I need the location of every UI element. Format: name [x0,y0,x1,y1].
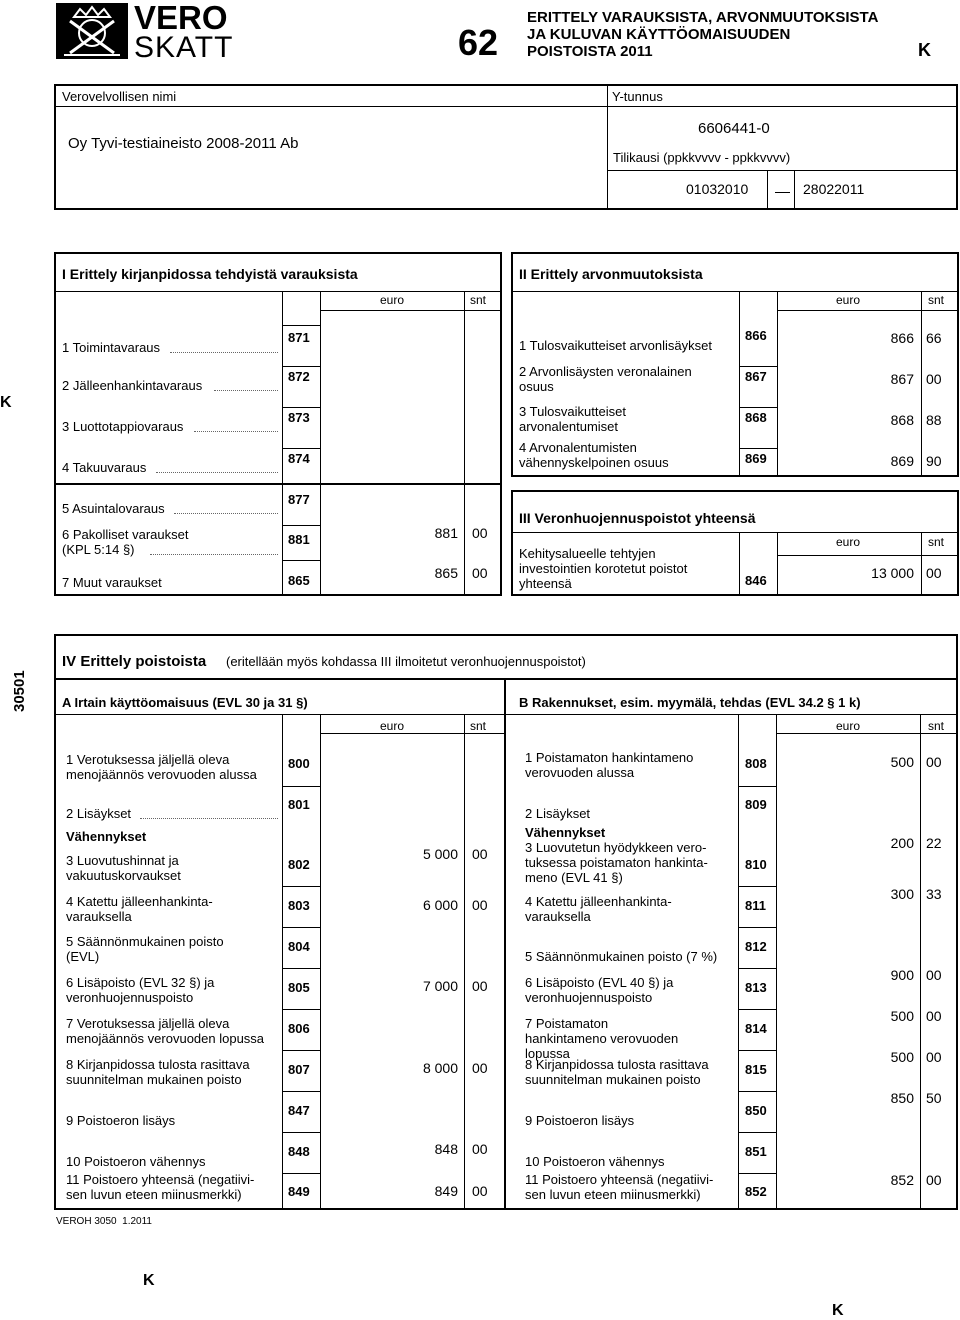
b-row8-snt[interactable]: 00 [926,1049,942,1065]
section3-snt[interactable]: 00 [926,565,942,581]
b-row6-euro[interactable]: 900 [890,967,914,983]
a-row7-label: 7 Verotuksessa jäljellä oleva menojäännös verovuoden lopussa [66,1016,265,1046]
a-row6-snt[interactable]: 00 [472,978,488,994]
b-row11-label: 11 Poistoero yhteensä (negatiivi-sen luvun eteen miinusmerkki) [525,1172,714,1202]
logo-emblem [56,3,128,59]
logo-text-bottom: SKATT [134,31,234,64]
form-title-line2: JA KULUVAN KÄYTTÖOMAISUUDEN [527,26,791,43]
s1-row4-label: 4 Takuuvaraus [62,460,147,475]
section4-a-col-snt: snt [470,719,487,733]
section3-col-snt: snt [928,535,945,549]
a-row5-code: 804 [288,939,310,954]
a-row4-code: 803 [288,898,310,913]
section4-b-col-euro: euro [836,719,861,733]
a-row4-snt[interactable]: 00 [472,897,488,913]
a-row11-label: 11 Poistoero yhteensä (negatiivi-sen luvun eteen miinusmerkki) [66,1172,255,1202]
taxpayer-name-label: Verovelvollisen nimi [62,89,177,104]
section2-col-euro: euro [836,293,861,307]
s2-row4-euro[interactable]: 869 [890,453,914,469]
b-row5-code: 812 [745,939,767,954]
section2-col-snt: snt [928,293,945,307]
section3-euro[interactable]: 13 000 [871,565,914,581]
section3-title: III Veronhuojennuspoistot yhteensä [519,510,756,526]
s1-row7-euro[interactable]: 865 [434,565,458,581]
section4-b-title: B Rakennukset, esim. myymälä, tehdas (EVL 34.2 § 1 k) [519,695,861,710]
b-row9-label: 9 Poistoeron lisäys [525,1113,635,1128]
s2-row4-label: 4 Arvonalentumisten vähennyskelpoinen osuus [519,440,669,470]
a-row10-euro[interactable]: 848 [434,1141,458,1157]
a-row11-snt[interactable]: 00 [472,1183,488,1199]
s2-row4-code: 869 [745,451,767,466]
side-code: 30501 [11,670,28,712]
b-row9-euro[interactable]: 850 [890,1090,914,1106]
b-row3-euro[interactable]: 200 [890,835,914,851]
a-row10-snt[interactable]: 00 [472,1141,488,1157]
s2-row1-euro[interactable]: 866 [890,330,914,346]
a-row3-code: 802 [288,857,310,872]
s1-row2-code: 872 [288,369,310,384]
k-mark-top: K [918,40,931,60]
s1-row7-label: 7 Muut varaukset [62,575,162,590]
b-row7-snt[interactable]: 00 [926,1008,942,1024]
b-row3-label: 3 Luovutetun hyödykkeen vero-tuksessa poistamaton hankinta-meno (EVL 41 §) [525,840,708,885]
fiscal-period-start[interactable]: 01032010 [686,181,749,197]
a-row8-euro[interactable]: 8 000 [422,1060,458,1076]
s1-row6-code: 881 [288,532,310,547]
a-row8-label: 8 Kirjanpidossa tulosta rasittava suunnitelman mukainen poisto [66,1057,250,1087]
a-row6-code: 805 [288,980,310,995]
b-row6-snt[interactable]: 00 [926,967,942,983]
section3-col-euro: euro [836,535,861,549]
s1-row6-euro[interactable]: 881 [434,525,458,541]
section3-code: 846 [745,573,767,588]
s1-row3-code: 873 [288,410,310,425]
crown-swords-icon [56,3,128,59]
fiscal-period-end[interactable]: 28022011 [803,181,865,197]
b-row3-snt[interactable]: 22 [926,835,942,851]
a-row10-label: 10 Poistoeron vähennys [66,1154,206,1169]
a-row2-label: 2 Lisäykset [66,806,132,821]
s1-row2-label: 2 Jälleenhankintavaraus [62,378,203,393]
b-row1-snt[interactable]: 00 [926,754,942,770]
a-row8-snt[interactable]: 00 [472,1060,488,1076]
s1-row1-label: 1 Toimintavaraus [62,340,161,355]
b-row4-snt[interactable]: 33 [926,886,942,902]
a-row11-euro[interactable]: 849 [434,1183,458,1199]
section4-subtitle: (eritellään myös kohdassa III ilmoitetut veronhuojennuspoistot) [226,654,586,669]
b-row7-label: 7 Poistamaton hankintameno verovuoden lopussa [525,1016,679,1061]
section1-col-euro: euro [380,293,405,307]
s1-row6-label: 6 Pakolliset varaukset (KPL 5:14 §) [62,527,189,557]
s2-row2-euro[interactable]: 867 [890,371,914,387]
s2-row2-code: 867 [745,369,767,384]
taxpayer-name-value[interactable]: Oy Tyvi-testiaineisto 2008-2011 Ab [68,135,299,152]
b-row4-code: 811 [745,898,766,913]
a-row3-label: 3 Luovutushinnat ja vakuutuskorvaukset [66,853,181,883]
s2-row2-label: 2 Arvonlisäysten veronalainen osuus [519,364,692,394]
a-row10-code: 848 [288,1144,310,1159]
s2-row4-snt[interactable]: 90 [926,453,942,469]
b-row8-label: 8 Kirjanpidossa tulosta rasittava suunnitelman mukainen poisto [525,1057,709,1087]
vero-logo [56,0,241,64]
a-reductions-label: Vähennykset [66,829,147,844]
a-row6-label: 6 Lisäpoisto (EVL 32 §) ja veronhuojennuspoisto [66,975,215,1005]
b-row9-snt[interactable]: 50 [926,1090,942,1106]
b-row10-code: 851 [745,1144,767,1159]
a-row3-euro[interactable]: 5 000 [422,846,458,862]
k-mark-left: K [0,394,12,411]
section1-title: I Erittely kirjanpidossa tehdyistä varauksista [62,266,358,282]
s2-row1-label: 1 Tulosvaikutteiset arvonlisäykset [519,338,712,353]
b-row4-label: 4 Katettu jälleenhankinta-varauksella [525,894,672,924]
business-id-value[interactable]: 6606441-0 [698,120,770,137]
a-row7-code: 806 [288,1021,310,1036]
b-row7-euro[interactable]: 500 [890,1008,914,1024]
s1-row4-code: 874 [288,451,310,466]
s1-row5-code: 877 [288,492,310,507]
section4-a-title: A Irtain käyttöomaisuus (EVL 30 ja 31 §) [62,695,308,710]
s2-row1-snt[interactable]: 66 [926,330,942,346]
s1-row3-label: 3 Luottotappiovaraus [62,419,184,434]
b-row4-euro[interactable]: 300 [890,886,914,902]
b-row6-code: 813 [745,980,767,995]
b-row2-label: 2 Lisäykset [525,806,591,821]
form-id-footer: VEROH 3050 1.2011 [56,1216,152,1227]
form-number: 62 [458,22,499,63]
b-row11-code: 852 [745,1184,767,1199]
a-row2-code: 801 [288,797,310,812]
a-row3-snt[interactable]: 00 [472,846,488,862]
a-row5-label: 5 Säännönmukainen poisto (EVL) [66,934,224,964]
b-row5-label: 5 Säännönmukainen poisto (7 %) [525,949,718,964]
business-id-label: Y-tunnus [612,89,663,104]
section1-col-snt: snt [470,293,487,307]
s2-row3-snt[interactable]: 88 [926,412,942,428]
b-row3-code: 810 [745,857,767,872]
b-row11-snt[interactable]: 00 [926,1172,942,1188]
a-row8-code: 807 [288,1062,310,1077]
b-reductions-label: Vähennykset [525,825,606,840]
a-row4-label: 4 Katettu jälleenhankinta-varauksella [66,894,213,924]
logo-text-top: VERO [134,0,228,36]
section4-b-col-snt: snt [928,719,945,733]
a-row4-euro[interactable]: 6 000 [422,897,458,913]
s2-row3-code: 868 [745,410,767,425]
s1-row6-snt[interactable]: 00 [472,525,488,541]
a-row1-code: 800 [288,756,310,771]
b-row7-code: 814 [745,1021,767,1036]
s2-row3-label: 3 Tulosvaikutteiset arvonalentumiset [519,404,626,434]
b-row1-label: 1 Poistamaton hankintameno verovuoden alussa [525,750,694,780]
b-row6-label: 6 Lisäpoisto (EVL 40 §) ja veronhuojennuspoisto [525,975,674,1005]
s1-row7-code: 865 [288,573,310,588]
section3-label: Kehitysalueelle tehtyjen investointien korotetut poistot yhteensä [519,546,688,591]
b-row9-code: 850 [745,1103,767,1118]
a-row9-label: 9 Poistoeron lisäys [66,1113,176,1128]
b-row1-code: 808 [745,756,767,771]
b-row10-label: 10 Poistoeron vähennys [525,1154,665,1169]
section2-title: II Erittely arvonmuutoksista [519,266,703,282]
a-row9-code: 847 [288,1103,310,1118]
s1-row7-snt[interactable]: 00 [472,565,488,581]
s1-row1-code: 871 [288,330,310,345]
s2-row3-euro[interactable]: 868 [890,412,914,428]
a-row6-euro[interactable]: 7 000 [422,978,458,994]
k-mark-bottom-right: K [832,1302,844,1319]
s2-row1-code: 866 [745,328,767,343]
s2-row2-snt[interactable]: 00 [926,371,942,387]
a-row11-code: 849 [288,1184,310,1199]
section4-a-col-euro: euro [380,719,405,733]
section4-title: IV Erittely poistoista [62,653,207,670]
b-row8-euro[interactable]: 500 [890,1049,914,1065]
fiscal-period-label: Tilikausi (ppkkvvvv - ppkkvvvv) [613,150,791,165]
b-row2-code: 809 [745,797,767,812]
fiscal-period-dash [775,192,790,193]
form-title-line3: POISTOISTA 2011 [527,43,653,60]
form-title-line1: ERITTELY VARAUKSISTA, ARVONMUUTOKSISTA [527,9,879,26]
a-row1-label: 1 Verotuksessa jäljellä oleva menojäännös verovuoden alussa [66,752,257,782]
s1-row5-label: 5 Asuintalovaraus [62,501,165,516]
b-row8-code: 815 [745,1062,767,1077]
b-row1-euro[interactable]: 500 [890,754,914,770]
k-mark-bottom-left: K [143,1272,155,1289]
b-row11-euro[interactable]: 852 [890,1172,914,1188]
